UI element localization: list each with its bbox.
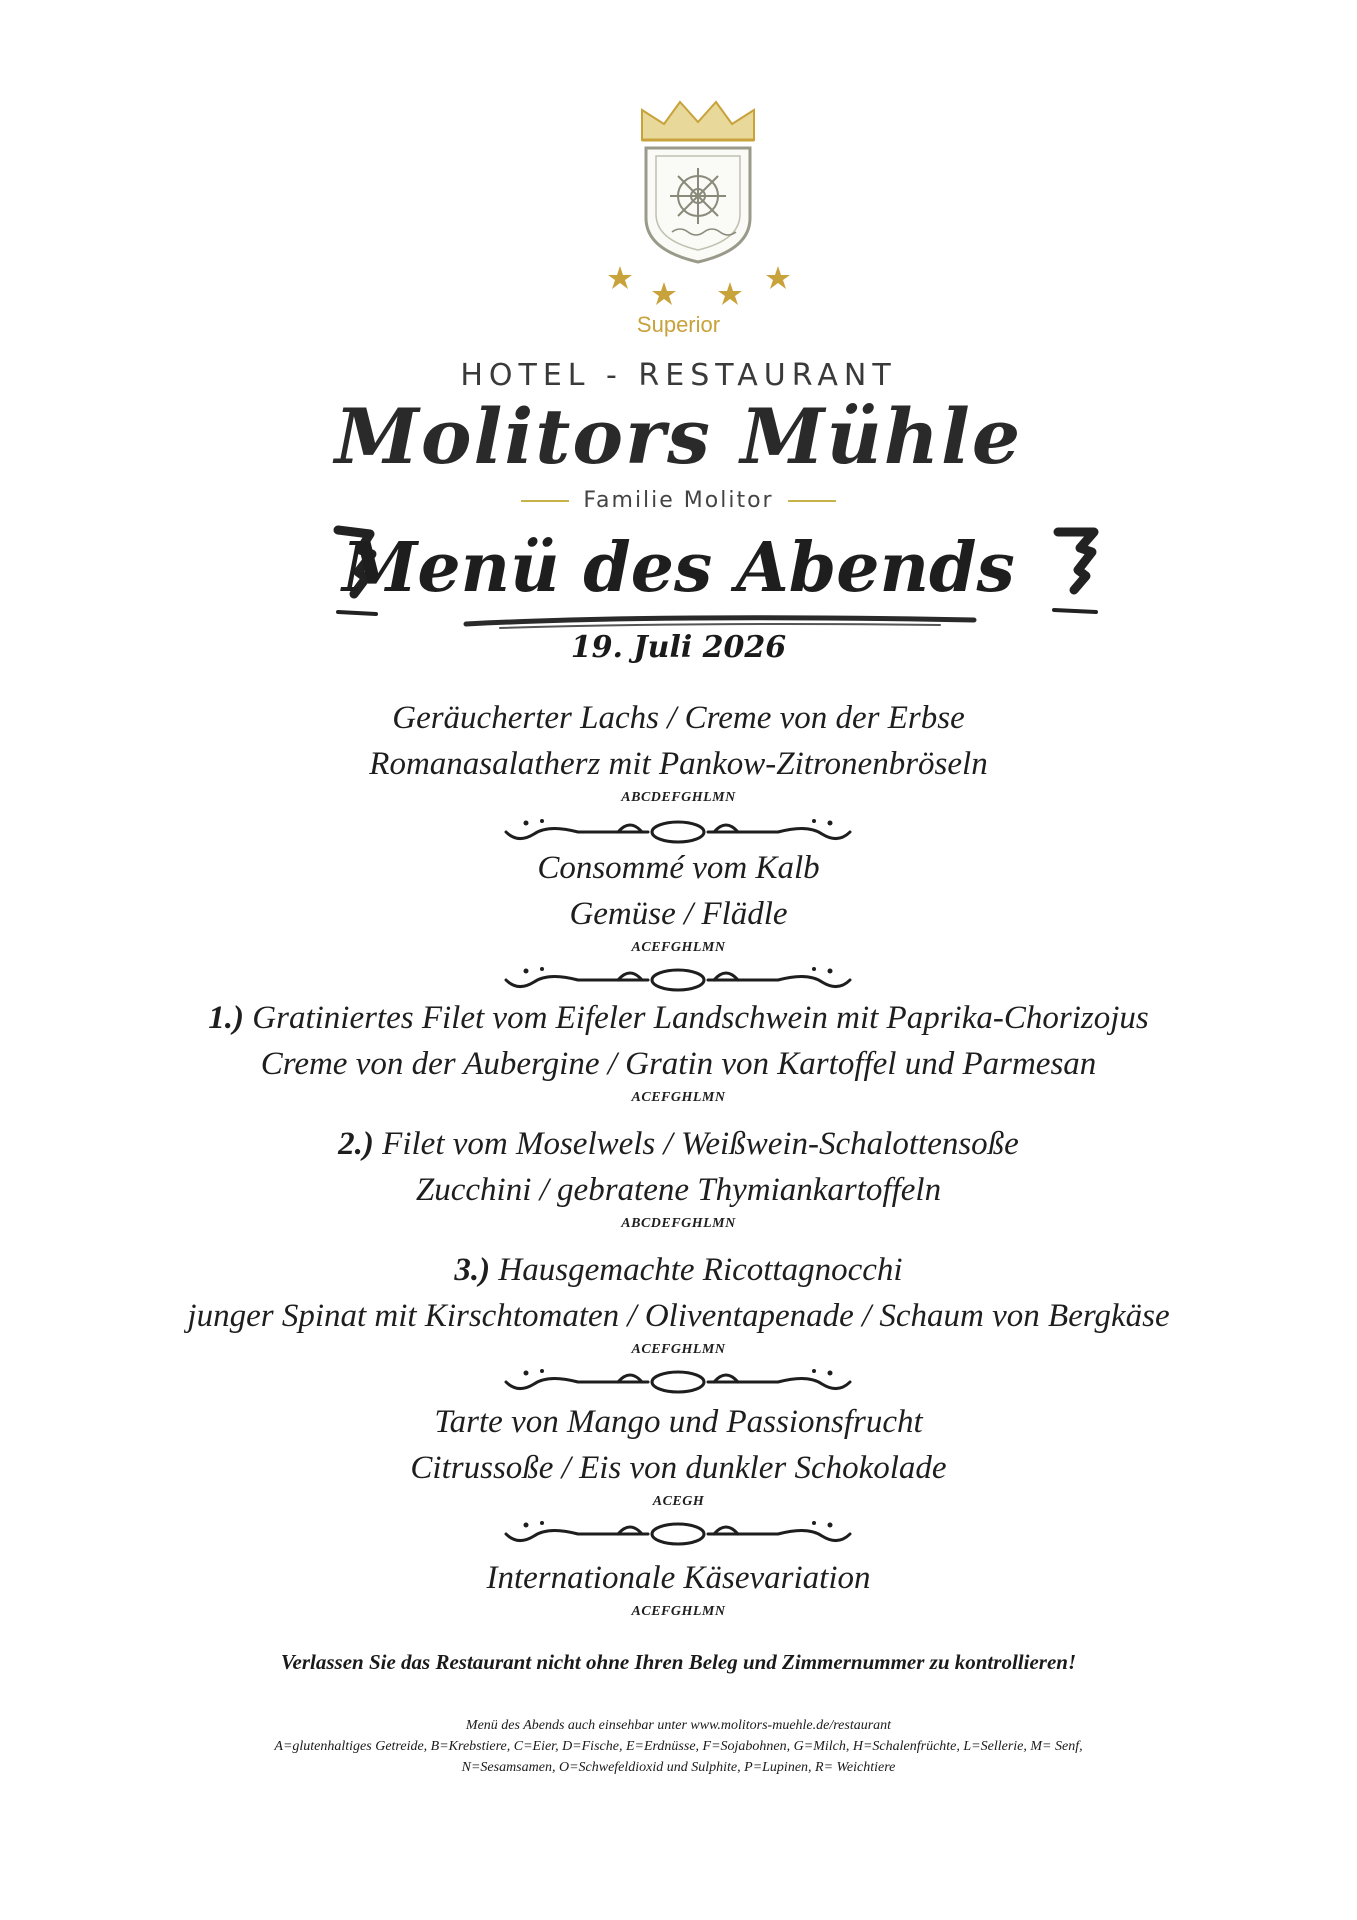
footer-allergen-legend-2: N=Sesamsamen, O=Schwefeldioxid und Sulphite, P=Lupinen, R= Weichtiere [461,1760,896,1775]
family-label: Familie Molitor [583,488,774,513]
menu-title: Menü des Abends [342,528,1015,608]
menu-date: 19. Juli 2026 [570,630,787,665]
star-icon [766,266,790,289]
main-2-title: Filet vom Moselwels / Weißwein-Schalottensoße [382,1126,1019,1162]
course-1-allergens: ABCDEFGHLMN [621,790,736,805]
main-3-line-2: junger Spinat mit Kirschtomaten / Oliventapenade / Schaum von Bergkäse [187,1298,1170,1334]
flourish-divider-icon [498,962,858,996]
main-2-line-1 [0,1122,1357,1166]
family-line [0,488,1357,513]
course-2-line-1: Consommé vom Kalb [537,850,820,886]
brand-name: Molitors Mühle [334,392,1023,481]
star-icon [608,266,632,289]
hotel-restaurant-label: HOTEL - RESTAURANT [460,358,897,393]
divider-left [521,500,569,502]
course-1-line-2: Romanasalatherz mit Pankow-Zitronenbröseln [369,746,988,782]
course-2-allergens: ACEFGHLMN [631,940,726,955]
main-2-line-2: Zucchini / gebratene Thymiankartoffeln [415,1172,942,1208]
main-1-number: 1.) [208,1000,245,1036]
main-3-title: Hausgemachte Ricottagnocchi [498,1252,903,1288]
footer-allergen-legend-1: A=glutenhaltiges Getreide, B=Krebstiere, C=Eier, D=Fische, E=Erdnüsse, F=Sojabohnen, G=Milch, H=Schalenfrüchte, L=Sellerie, M= Senf, [274,1739,1083,1754]
main-1-line-1 [0,996,1357,1040]
rating-label: Superior [636,312,721,337]
cheese-line-1: Internationale Käsevariation [486,1560,871,1596]
main-2-number: 2.) [338,1126,374,1162]
main-1-allergens: ACEFGHLMN [631,1090,726,1105]
star-icon [652,282,676,305]
flourish-divider-icon [498,814,858,848]
title-underline-icon [460,610,980,632]
flourish-divider-icon [498,1364,858,1398]
main-2-allergens: ABCDEFGHLMN [621,1216,736,1231]
course-1-line-1: Geräucherter Lachs / Creme von der Erbse [392,700,965,736]
dessert-line-2: Citrussoße / Eis von dunkler Schokolade [410,1450,947,1486]
footer-website-line: Menü des Abends auch einsehbar unter www.molitors-muehle.de/restaurant [465,1718,892,1733]
course-2-line-2: Gemüse / Flädle [569,896,788,932]
main-1-line-2: Creme von der Aubergine / Gratin von Kartoffel und Parmesan [260,1046,1097,1082]
cheese-allergens: ACEFGHLMN [631,1604,726,1619]
receipt-notice: Verlassen Sie das Restaurant nicht ohne Ihren Beleg und Zimmernummer zu kontrollieren! [280,1650,1077,1674]
dessert-allergens: ACEGH [652,1494,705,1509]
main-3-line-1 [0,1248,1357,1292]
divider-right [788,500,836,502]
star-icon [718,282,742,305]
flourish-divider-icon [498,1516,858,1550]
star-rating [600,258,800,318]
dessert-line-1: Tarte von Mango und Passionsfrucht [434,1404,923,1440]
main-1-title: Gratiniertes Filet vom Eifeler Landschwein mit Paprika-Chorizojus [252,1000,1149,1036]
crown-icon [642,102,754,140]
main-3-number: 3.) [454,1252,491,1288]
main-3-allergens: ACEFGHLMN [631,1342,726,1357]
crest-logo-icon [628,100,768,270]
